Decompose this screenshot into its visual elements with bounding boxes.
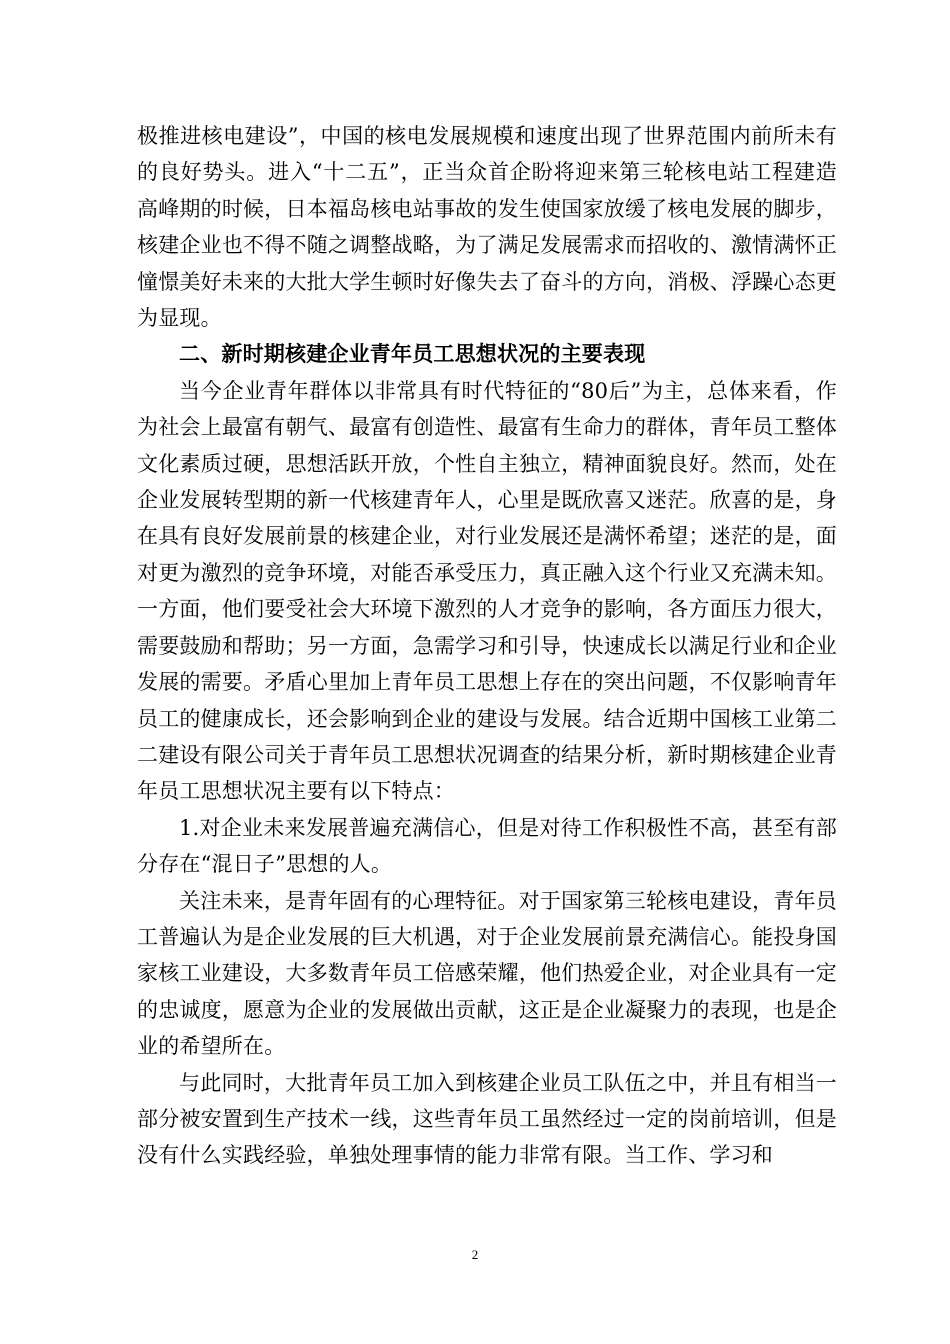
document-body xyxy=(137,118,837,1174)
section-heading: 二、新时期核建企业青年员工思想状况的主要表现 xyxy=(179,341,646,367)
paragraph-future-attention: 关注未来，是青年固有的心理特征。对于国家第三轮核电建设，青年员工普遍认为是企业发展的巨大机遇，对于企业发展前景充满信心。能投身国家核工业建设，大多数青年员工倍感荣耀，他们热爱企业，对企业具有一定的忠诚度，愿意为企业的发展做出贡献，这正是企业凝聚力的表现，也是企业的希望所在。 xyxy=(137,888,837,1059)
paragraph-point-1: 1.对企业未来发展普遍充满信心，但是对待工作积极性不高，甚至有部分存在“混日子”思想的人。 xyxy=(137,815,837,877)
paragraph-overview: 当今企业青年群体以非常具有时代特征的“80后”为主，总体来看，作为社会上最富有朝气、最富有创造性、最富有生命力的群体，青年员工整体文化素质过硬，思想活跃开放，个性自主独立，精神面貌良好。然而，处在企业发展转型期的新一代核建青年人，心里是既欣喜又迷茫。欣喜的是，身在具有良好发展前景的核建企业，对行业发展还是满怀希望；迷茫的是，面对更为激烈的竞争环境，对能否承受压力，真正融入这个行业又充满未知。一方面，他们要受社会大环境下激烈的人才竞争的影响，各方面压力很大，需要鼓励和帮助；另一方面，急需学习和引导，快速成长以满足行业和企业发展的需要。矛盾心里加上青年员工思想上存在的突出问题，不仅影响青年员工的健康成长，还会影响到企业的建设与发展。结合近期中国核工业第二二建设有限公司关于青年员工思想状况调查的结果分析，新时期核建企业青年员工思想状况主要有以下特点： xyxy=(137,378,837,804)
paragraph-meanwhile: 与此同时，大批青年员工加入到核建企业员工队伍之中，并且有相当一部分被安置到生产技术一线，这些青年员工虽然经过一定的岗前培训，但是没有什么实践经验，单独处理事情的能力非常有限。当工作、学习和 xyxy=(137,1070,837,1168)
page-number: 2 xyxy=(471,1247,479,1262)
paragraph-continuation: 极推进核电建设”，中国的核电发展规模和速度出现了世界范围内前所未有的良好势头。进入“十二五”，正当众首企盼将迎来第三轮核电站工程建造高峰期的时候，日本福岛核电站事故的发生使国家放缓了核电发展的脚步，核建企业也不得不随之调整战略，为了满足发展需求而招收的、激情满怀正憧憬美好未来的大批大学生顿时好像失去了奋斗的方向，消极、浮躁心态更为显现。 xyxy=(137,124,837,331)
